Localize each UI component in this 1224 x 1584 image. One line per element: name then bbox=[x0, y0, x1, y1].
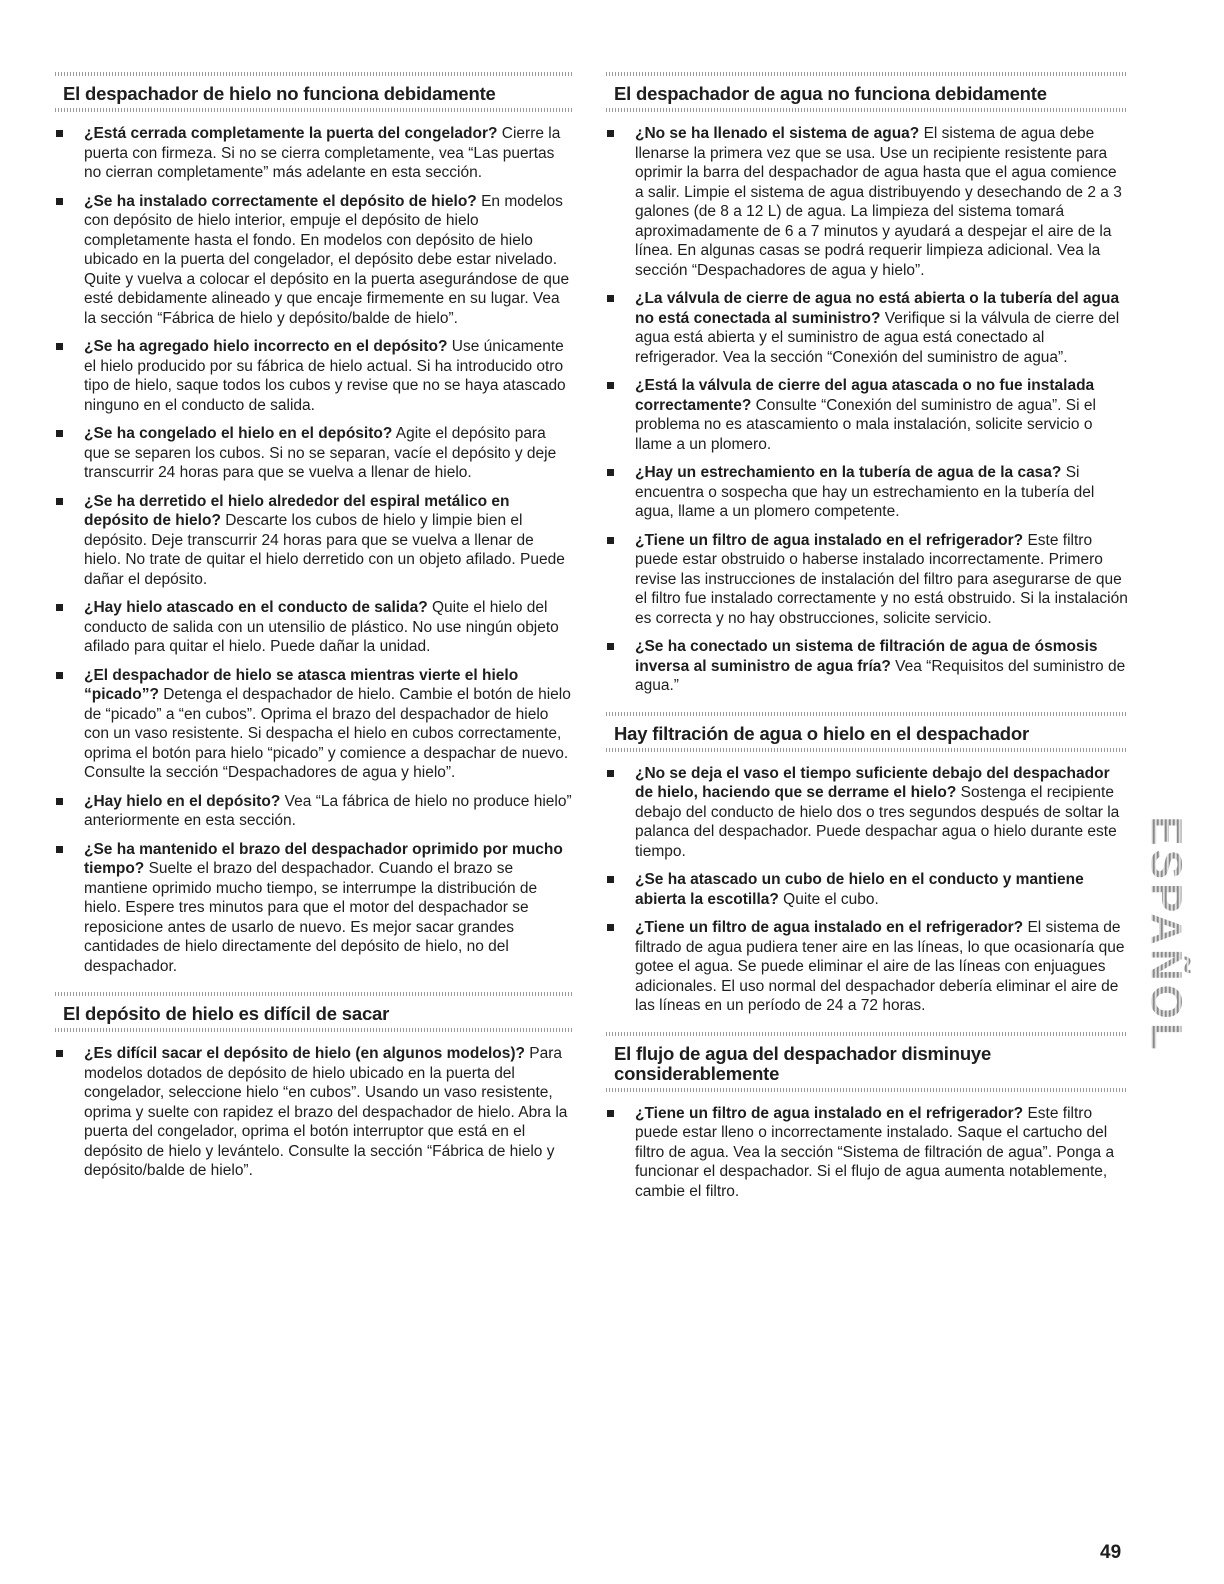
item-answer: Consulte “Conexión del suministro de agua”. Si el problema no es atascamiento o mala instalación, solicite servicio o llame a un plomero. bbox=[635, 396, 1096, 453]
item-answer: Sostenga el recipiente debajo del conducto de hielo dos o tres segundos después de soltar la palanca del despachador. Puede despachar agua o hielo durante este tiempo. bbox=[635, 784, 1120, 860]
bullet-icon bbox=[56, 1050, 63, 1057]
section-header bbox=[606, 72, 1128, 112]
bullet-icon bbox=[56, 672, 63, 679]
list-item bbox=[55, 124, 572, 183]
item-answer: Vea “La fábrica de hielo no produce hielo” anteriormente en esta sección. bbox=[84, 792, 572, 829]
bullet-icon bbox=[607, 382, 614, 389]
item-answer: Verifique si la válvula de cierre del agua está abierta y el suministro de agua está conectado al refrigerador. Vea la sección “Conexión del suministro de agua”. bbox=[635, 309, 1120, 366]
right-column bbox=[606, 72, 1128, 1217]
list-item bbox=[55, 1044, 572, 1181]
item-answer: Quite el hielo del conducto de salida con un utensilio de plástico. No use ningún objeto afilado para quitar el hielo. Puede dañar la unidad. bbox=[84, 599, 559, 655]
list-item bbox=[55, 492, 572, 590]
item-question: ¿El despachador de hielo se atasca mientras vierte el hielo “picado”? bbox=[84, 666, 519, 703]
list-item bbox=[55, 840, 572, 977]
list-item bbox=[55, 598, 572, 657]
item-list bbox=[606, 764, 1128, 1016]
item-answer: Quite el cubo. bbox=[778, 890, 879, 908]
page-number: 49 bbox=[1100, 1542, 1122, 1563]
item-question: ¿Hay hielo en el depósito? bbox=[84, 792, 281, 810]
list-item bbox=[606, 637, 1128, 696]
section-title: El depósito de hielo es difícil de sacar bbox=[63, 1003, 390, 1024]
item-list bbox=[606, 124, 1128, 696]
side-tab-label: ESPAÑOL bbox=[1142, 816, 1191, 1054]
bullet-icon bbox=[56, 130, 63, 137]
list-item bbox=[606, 918, 1128, 1016]
item-question: ¿Está cerrada completamente la puerta del congelador? bbox=[84, 125, 498, 142]
list-item bbox=[606, 124, 1128, 280]
item-answer: Este filtro puede estar lleno o incorrectamente instalado. Saque el cartucho del filtro de agua. Vea la sección “Sistema de filtración de agua”. Ponga a funcionar el despachador. Si el flujo de agua aumenta notablemente, cambie el filtro. bbox=[635, 1104, 1115, 1200]
item-question: ¿Hay hielo atascado en el conducto de salida? bbox=[84, 599, 428, 616]
section-header bbox=[55, 992, 572, 1032]
item-question: ¿Se ha atascado un cubo de hielo en el conducto y mantiene abierta la escotilla? bbox=[635, 871, 1084, 908]
bullet-icon bbox=[607, 770, 614, 777]
item-question: ¿La válvula de cierre de agua no está abierta o la tubería del agua no está conectada al suministro? bbox=[635, 290, 1120, 327]
item-question: ¿Tiene un filtro de agua instalado en el refrigerador? bbox=[635, 531, 1024, 549]
section-header bbox=[606, 1032, 1128, 1092]
item-answer: Detenga el despachador de hielo. Cambie el botón de hielo de “picado” a “en cubos”. Oprima el brazo del despachador de hielo con un vaso resistente. Si despacha el hielo en cubos correctamente, oprima el botón para hielo “picado” y comience a despachar de nuevo. Consulte la sección “Despachadores de agua y hielo”. bbox=[84, 686, 571, 781]
bullet-icon bbox=[607, 469, 614, 476]
bullet-icon bbox=[607, 643, 614, 650]
item-answer: Descarte los cubos de hielo y limpie bien el depósito. Deje transcurrir 24 horas para que se vuelva a llenar de hielo. No trate de quitar el hielo derretido con un objeto afilado. Puede dañar el depósito. bbox=[84, 512, 565, 588]
bullet-icon bbox=[56, 198, 63, 205]
section-ice-bin-hard-to-remove bbox=[55, 992, 572, 1181]
item-answer: Cierre la puerta con firmeza. Si no se cierra completamente, vea “Las puertas no cierran completamente” más adelante en esta sección. bbox=[84, 125, 561, 181]
item-answer: En modelos con depósito de hielo interior, empuje el depósito de hielo completamente hasta el fondo. En modelos con depósito de hielo ubicado en la puerta del congelador, el depósito debe estar nivelado. Quite y vuelva a colocar el depósito en la puerta asegurándose de que esté debidamente alineado y que encaje firmemente en su lugar. Vea la sección “Fábrica de hielo y depósito/balde de hielo”. bbox=[84, 192, 570, 327]
bullet-icon bbox=[56, 343, 63, 350]
bullet-icon bbox=[607, 876, 614, 883]
list-item bbox=[606, 289, 1128, 367]
item-answer: Vea “Requisitos del suministro de agua.” bbox=[635, 657, 1126, 694]
bullet-icon bbox=[56, 604, 63, 611]
section-title: El despachador de hielo no funciona debidamente bbox=[63, 83, 496, 104]
list-item bbox=[606, 463, 1128, 522]
left-column bbox=[55, 72, 572, 1197]
item-answer: Agite el depósito para que se separen los cubos. Si no se separan, vacíe el depósito y deje transcurrir 24 horas para que se vuelva a llenar de hielo. bbox=[84, 425, 557, 481]
item-question: ¿Se ha instalado correctamente el depósito de hielo? bbox=[84, 192, 477, 210]
item-question: ¿Hay un estrechamiento en la tubería de agua de la casa? bbox=[635, 464, 1062, 481]
list-item bbox=[55, 666, 572, 783]
section-header bbox=[55, 72, 572, 112]
bullet-icon bbox=[607, 130, 614, 137]
item-answer: Use únicamente el hielo producido por su fábrica de hielo actual. Si ha introducido otro tipo de hielo, saque todos los cubos y revise que no se haya atascado ninguno en el conducto de salida. bbox=[84, 338, 566, 414]
item-list bbox=[55, 124, 572, 976]
item-question: ¿Está la válvula de cierre del agua atascada o no fue instalada correctamente? bbox=[635, 377, 1095, 414]
item-question: ¿Se ha mantenido el brazo del despachador oprimido por mucho tiempo? bbox=[84, 840, 563, 877]
list-item bbox=[606, 531, 1128, 629]
item-question: ¿Se ha conectado un sistema de filtración de agua de ósmosis inversa al suministro de agua fría? bbox=[635, 638, 1098, 675]
item-question: ¿Tiene un filtro de agua instalado en el refrigerador? bbox=[635, 1104, 1024, 1122]
section-water-ice-leaking bbox=[606, 712, 1128, 1016]
section-water-dispenser-not-working bbox=[606, 72, 1128, 696]
section-water-flow-decreases bbox=[606, 1032, 1128, 1202]
item-answer: Suelte el brazo del despachador. Cuando el brazo se mantiene oprimido mucho tiempo, se interrumpe la distribución de hielo. Espere tres minutos para que el motor del despachador se reposicione antes de usarlo de nuevo. Es mejor sacar grandes cantidades de hielo directamente del depósito de hielo, no del despachador. bbox=[84, 860, 538, 975]
list-item bbox=[606, 870, 1128, 909]
list-item bbox=[606, 376, 1128, 454]
section-header bbox=[606, 712, 1128, 752]
bullet-icon bbox=[607, 1110, 614, 1117]
section-title: El flujo de agua del despachador disminuye considerablemente bbox=[614, 1042, 992, 1084]
item-question: ¿Se ha agregado hielo incorrecto en el depósito? bbox=[84, 338, 448, 355]
item-answer: Este filtro puede estar obstruido o haberse instalado incorrectamente. Primero revise las instrucciones de instalación del filtro para asegurarse de que el filtro fue instalado correctamente y no está obstruido. Si la instalación es correcta y no hay obstrucciones, solicite servicio. bbox=[635, 531, 1128, 627]
section-ice-dispenser-not-working bbox=[55, 72, 572, 976]
bullet-icon bbox=[607, 295, 614, 302]
list-item bbox=[55, 192, 572, 329]
section-title: Hay filtración de agua o hielo en el despachador bbox=[614, 722, 1029, 744]
item-list bbox=[606, 1104, 1128, 1202]
item-question: ¿No se ha llenado el sistema de agua? bbox=[635, 125, 920, 142]
list-item bbox=[606, 1104, 1128, 1202]
list-item bbox=[606, 764, 1128, 862]
bullet-icon bbox=[56, 846, 63, 853]
item-answer: El sistema de agua debe llenarse la primera vez que se usa. Use un recipiente resistente para oprimir la barra del despachador de agua hasta que el agua comience a salir. Limpie el sistema de agua distribuyendo y desechando de 2 a 3 galones (de 8 a 12 L) de agua. La limpieza del sistema tomará aproximadamente de 6 a 7 minutos y ayudará a despejar el aire de la línea. En algunas casas se podrá requerir limpieza adicional. Vea la sección “Despachadores de agua y hielo”. bbox=[635, 125, 1122, 279]
item-question: ¿Se ha derretido el hielo alrededor del espiral metálico en depósito de hielo? bbox=[84, 492, 510, 529]
item-question: ¿Se ha congelado el hielo en el depósito? bbox=[84, 425, 393, 442]
bullet-icon bbox=[56, 430, 63, 437]
bullet-icon bbox=[607, 537, 614, 544]
language-side-tab bbox=[1142, 815, 1191, 1055]
item-question: ¿Tiene un filtro de agua instalado en el refrigerador? bbox=[635, 919, 1024, 936]
item-answer: Si encuentra o sospecha que hay un estrechamiento en la tubería del agua, llame a un plomero competente. bbox=[635, 464, 1095, 520]
bullet-icon bbox=[607, 924, 614, 931]
item-answer: Para modelos dotados de depósito de hielo ubicado en la puerta del congelador, seleccione hielo “en cubos”. Usando un vaso resistente, oprima y suelte con rapidez el brazo del despachador de hielo. Abra la puerta del congelador, oprima el botón interruptor que está en el depósito de hielo y levántelo. Consulte la sección “Fábrica de hielo y depósito/balde de hielo”. bbox=[84, 1045, 568, 1179]
bullet-icon bbox=[56, 498, 63, 505]
list-item bbox=[55, 792, 572, 831]
list-item bbox=[55, 424, 572, 483]
section-title: El despachador de agua no funciona debidamente bbox=[614, 83, 1047, 104]
item-question: ¿No se deja el vaso el tiempo suficiente debajo del despachador de hielo, haciendo que se derrame el hielo? bbox=[635, 764, 1110, 801]
item-question: ¿Es difícil sacar el depósito de hielo (en algunos modelos)? bbox=[84, 1045, 525, 1062]
item-answer: El sistema de filtrado de agua pudiera tener aire en las líneas, lo que ocasionaría que gotee el agua. Se puede eliminar el aire de las líneas con enjuagues adicionales. El uso normal del despachador debería eliminar el aire de las líneas en un período de 24 a 72 horas. bbox=[635, 919, 1125, 1014]
list-item bbox=[55, 337, 572, 415]
bullet-icon bbox=[56, 798, 63, 805]
item-list bbox=[55, 1044, 572, 1181]
